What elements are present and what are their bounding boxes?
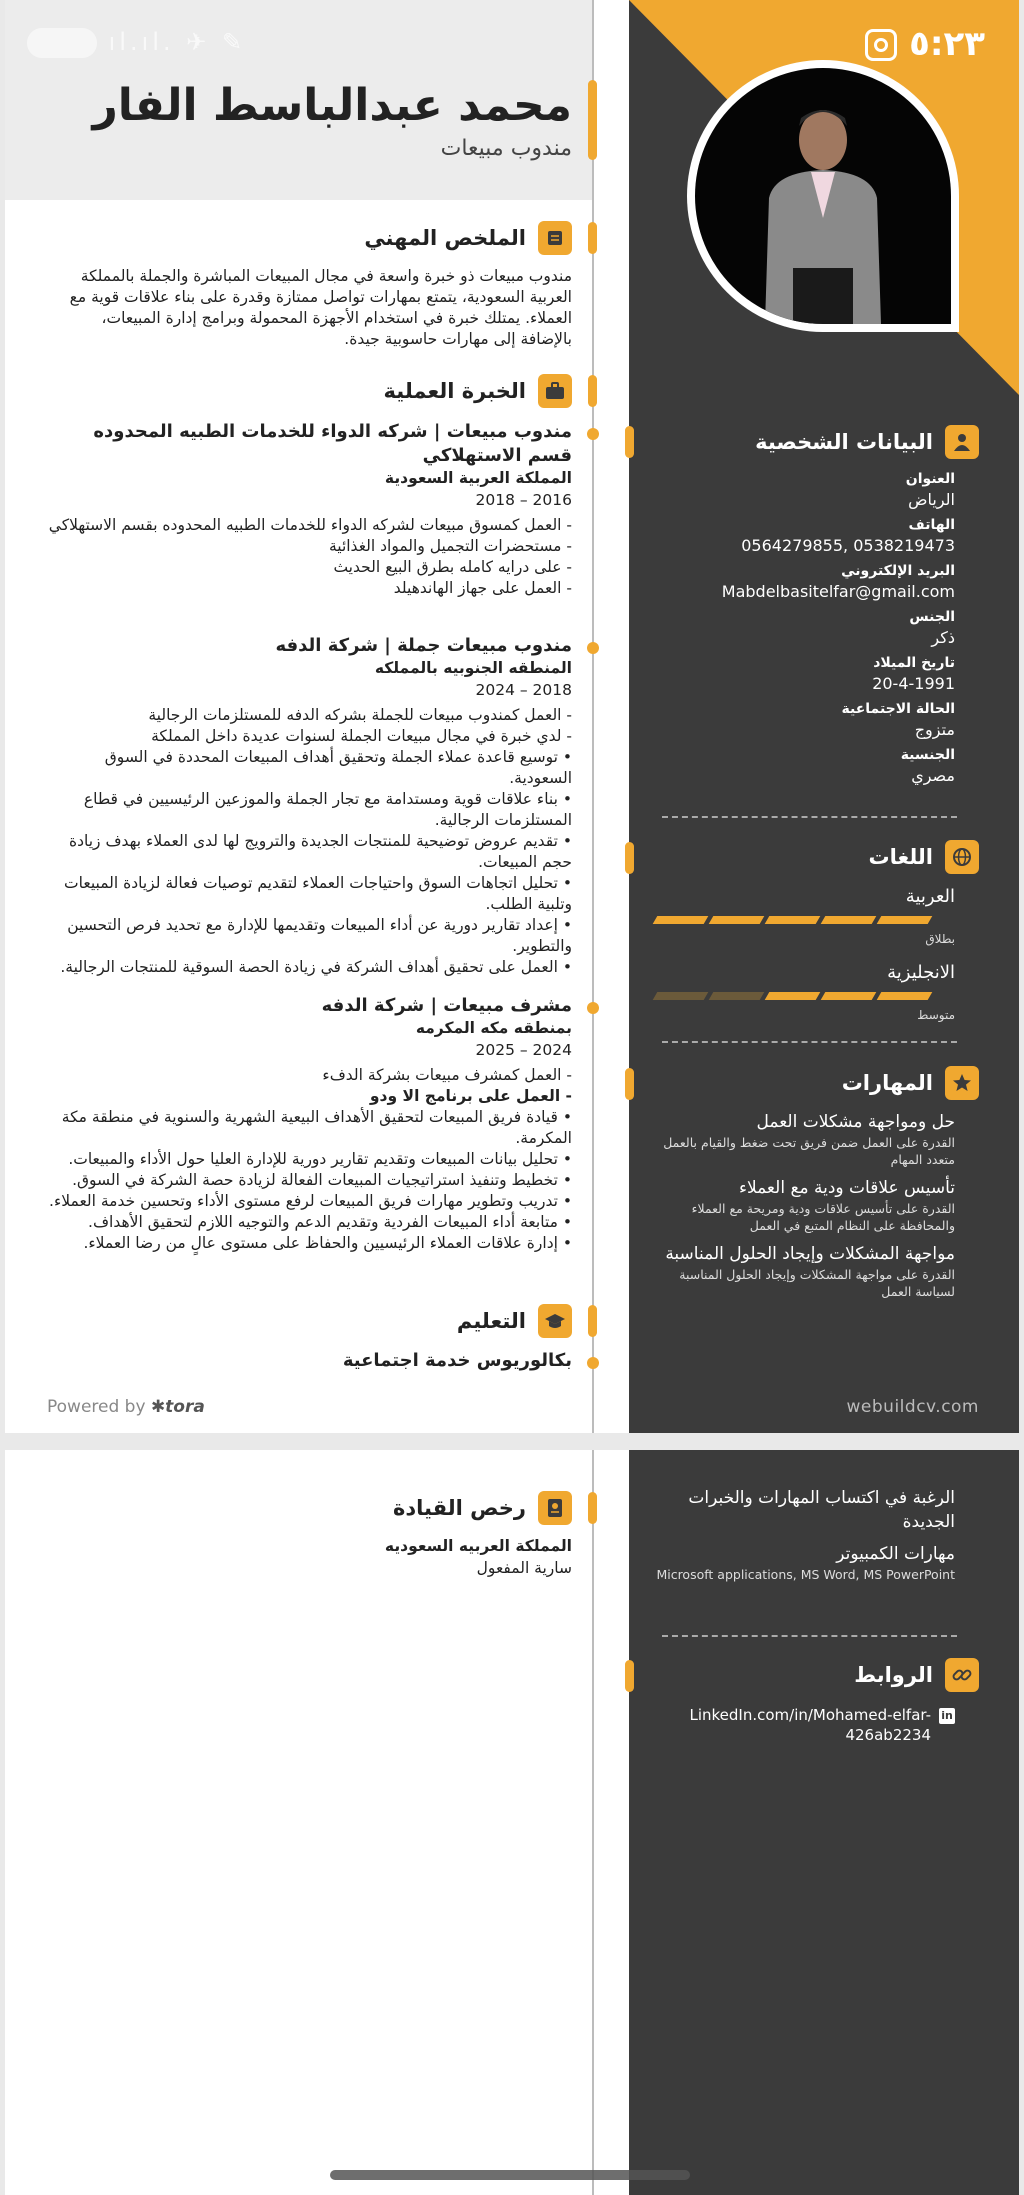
level-segment — [877, 916, 933, 924]
section-accent — [625, 426, 634, 458]
job-location: بمنطقه مكه المكرمه — [415, 1019, 572, 1037]
timeline-dot — [587, 428, 599, 440]
nationality-label: الجنسية — [900, 747, 955, 763]
skill-name: مهارات الكمبيوتر — [836, 1544, 955, 1564]
language-level-label: بطلاق — [925, 932, 955, 946]
skill-description: القدرة على العمل ضمن فريق تحت ضغط والقيام بالعمل متعدد المهام — [663, 1135, 955, 1167]
job-location: المنطقه الجنوبيه بالمملكه — [374, 659, 572, 677]
skill-name: تأسيس علاقات ودية مع العملاء — [738, 1178, 955, 1198]
job-bullet: • تقديم عروض توضيحية للمنتجات الجديدة والترويج لها لدى العملاء بهدف زيادة حجم المبيعات. — [68, 832, 572, 871]
signal-icons: ıl.ıl. ✈ ✎ — [108, 28, 247, 56]
address-value: الرياض — [908, 490, 955, 509]
timeline-dot — [587, 1002, 599, 1014]
birthdate-value: 20-4-1991 — [872, 674, 955, 693]
license-section-title — [393, 1491, 572, 1525]
tora-logo: ✱tora — [150, 1397, 205, 1417]
section-accent — [625, 1660, 634, 1692]
skill-description: القدرة على تأسيس علاقات ودية ومريحة مع العملاء والمحافظة على النظام المتبع في العمل — [691, 1201, 955, 1233]
section-accent — [625, 1068, 634, 1100]
gender-value: ذكر — [931, 628, 955, 647]
resume-page-1 — [5, 0, 1019, 1433]
license-title: رخص القيادة — [392, 1496, 526, 1520]
phone-value: 0538219473 ,0564279855 — [741, 536, 955, 555]
id-card-icon — [538, 1491, 572, 1525]
briefcase-icon — [538, 374, 572, 408]
links-title: الروابط — [854, 1663, 933, 1687]
level-segment — [653, 992, 709, 1000]
candidate-name: محمد عبدالباسط الفار — [92, 80, 572, 131]
job-bullet: • بناء علاقات قوية ومستدامة مع تجار الجملة والموزعين الرئيسيين في قطاع المستلزمات الرجالية. — [83, 790, 572, 829]
job-bullet: - العمل على برنامج الا ودو — [369, 1087, 572, 1105]
summary-title: الملخص المهني — [364, 226, 526, 250]
job-bullet: • العمل على تحقيق أهداف الشركة في زيادة الحصة السوقية للمنتجات الرجالية. — [60, 958, 572, 976]
skill-description: القدرة على مواجهة المشكلات وإيجاد الحلول المناسبة لسياسة العمل — [679, 1267, 955, 1299]
powered-by-label: Powered by — [47, 1397, 146, 1417]
job-bullet: • إعداد تقارير دورية عن أداء المبيعات وتقديمها للإدارة مع تحديد فرص التحسين والتطوير. — [67, 916, 572, 955]
timeline-dot — [587, 1357, 599, 1369]
job-bullet: - مستحضرات التجميل والمواد الغذائية — [328, 537, 572, 555]
profile-photo — [687, 60, 959, 332]
skills-section-title — [842, 1066, 979, 1100]
job-bullet: - العمل على جهاز الهاندهيلد — [393, 579, 572, 597]
job-bullet: - على درايه كامله بطرق البيع الحديث — [333, 558, 572, 576]
candidate-job-title: مندوب مبيعات — [440, 136, 572, 161]
summary-section-title — [364, 221, 572, 255]
status-bar — [5, 0, 1019, 80]
job-bullet: • تحليل اتجاهات السوق واحتياجات العملاء لتقديم توصيات فعالة لزيادة المبيعات وتلبية الطلب. — [64, 874, 572, 913]
phone-label: الهاتف — [908, 517, 955, 533]
license-type: سارية المفعول — [476, 1559, 572, 1577]
linkedin-link[interactable] — [655, 1705, 955, 1745]
person-silhouette — [695, 68, 951, 324]
document-icon — [538, 221, 572, 255]
status-indicators — [27, 28, 246, 58]
experience-title: الخبرة العملية — [383, 379, 526, 403]
status-time: ٥:٢٣ — [909, 24, 985, 64]
footer-site[interactable]: webuildcv.com — [846, 1397, 979, 1417]
job-heading: مشرف مبيعات | شركة الدفه — [321, 995, 572, 1016]
level-segment — [709, 992, 765, 1000]
header-accent — [588, 80, 597, 160]
job-entry — [47, 994, 572, 1254]
section-accent — [588, 222, 597, 254]
personal-title: البيانات الشخصية — [755, 430, 933, 454]
languages-section-title — [869, 840, 980, 874]
job-bullet: - لدي خبرة في مجال مبيعات الجملة لسنوات عديدة داخل المملكة — [151, 727, 572, 745]
level-segment — [765, 992, 821, 1000]
skills-title: المهارات — [841, 1071, 933, 1095]
section-accent — [625, 842, 634, 874]
level-segment — [821, 916, 877, 924]
job-heading: مندوب مبيعات | شركه الدواء للخدمات الطبيه المحدوده قسم الاستهلاكي — [93, 421, 572, 466]
license-country: المملكة العربيه السعوديه — [384, 1537, 572, 1555]
linkedin-icon: in — [939, 1708, 955, 1724]
languages-title: اللغات — [868, 845, 933, 869]
skill-name: مواجهة المشكلات وإيجاد الحلول المناسبة — [665, 1244, 955, 1264]
divider-dashed — [662, 1041, 957, 1043]
home-indicator[interactable] — [330, 2170, 690, 2180]
timeline-dot — [587, 642, 599, 654]
summary-text: مندوب مبيعات ذو خبرة واسعة في مجال المبيعات المباشرة والجملة بالمملكة العربية السعودية، يتمتع بمهارات تواصل ممتازة وقدرة على بناء علاقات قوية مع العملاء. يمتلك خبرة في استخدام الأجهزة المحمولة وبرامج إدارة المبيعات، بالإضافة إلى مهارات حاسوبية جيدة. — [69, 267, 572, 348]
person-icon — [945, 425, 979, 459]
job-bullet: • توسيع قاعدة عملاء الجملة وتحقيق أهداف المبيعات المحددة في السوق السعودية. — [104, 748, 572, 787]
skill-name: حل ومواجهة مشكلات العمل — [756, 1112, 955, 1132]
language-name: العربية — [905, 886, 955, 907]
status-pill-icon — [27, 28, 97, 58]
job-bullet: • تدريب وتطوير مهارات فريق المبيعات لرفع مستوى الأداء وتحسين خدمة العملاء. — [49, 1192, 572, 1210]
languages-list — [655, 884, 955, 1024]
language-name: الانجليزية — [887, 962, 955, 983]
job-dates: 2016 – 2018 — [475, 491, 572, 509]
personal-section-title — [755, 425, 979, 459]
job-bullets — [47, 515, 572, 599]
job-entry — [47, 420, 572, 599]
marital-value: متزوج — [914, 720, 955, 739]
powered-by[interactable] — [47, 1397, 205, 1417]
level-segment — [821, 992, 877, 1000]
skill-description: Microsoft applications, MS Word, MS PowerPoint — [656, 1567, 955, 1582]
links-section-title — [854, 1658, 979, 1692]
job-location: المملكة العربية السعودية — [384, 469, 572, 487]
section-accent — [588, 1305, 597, 1337]
star-icon — [945, 1066, 979, 1100]
level-segment — [765, 916, 821, 924]
job-bullet: • متابعة أداء المبيعات الفردية وتقديم الدعم والتوجيه اللازم لتحقيق الأهداف. — [88, 1213, 572, 1231]
skill-name: الرغبة في اكتساب المهارات والخبرات الجديدة — [688, 1488, 955, 1532]
job-dates: 2024 – 2025 — [475, 1041, 572, 1059]
job-bullet: • قيادة فريق المبيعات لتحقيق الأهداف البيعية الشهرية والسنوية في منطقة مكة المكرمة. — [61, 1108, 572, 1147]
job-bullets — [47, 705, 572, 978]
address-label: العنوان — [905, 471, 955, 487]
job-bullet: • تحليل بيانات المبيعات وتقديم تقارير دورية للإدارة العليا حول الأداء والمبيعات. — [68, 1150, 572, 1168]
skills-list-continued — [655, 1486, 955, 1591]
language-item — [655, 884, 955, 948]
section-accent — [588, 375, 597, 407]
personal-fields — [655, 470, 955, 792]
nationality-value: مصري — [911, 766, 955, 785]
linkedin-url[interactable]: LinkedIn.com/in/Mohamed-elfar-426ab2234 — [689, 1706, 931, 1744]
email-label: البريد الإلكتروني — [841, 563, 955, 579]
education-degree: بكالوريوس خدمة اجتماعية — [342, 1350, 572, 1371]
marital-label: الحالة الاجتماعية — [841, 701, 955, 717]
language-level-bars — [655, 992, 955, 1000]
job-bullet: - العمل كمشرف مبيعات بشركة الدفء — [322, 1066, 572, 1084]
language-level-bars — [655, 916, 955, 924]
job-bullets — [47, 1065, 572, 1254]
job-bullet: - العمل كمسوق مبيعات لشركه الدواء للخدمات الطبيه المحدوده بقسم الاستهلاكي — [48, 516, 572, 534]
job-heading: مندوب مبيعات جملة | شركة الدفه — [275, 635, 572, 656]
education-title: التعليم — [456, 1309, 526, 1333]
timeline-line — [592, 0, 594, 1433]
resume-page-2 — [5, 1450, 1019, 2195]
language-item — [655, 960, 955, 1024]
graduation-cap-icon — [538, 1304, 572, 1338]
job-entry — [47, 634, 572, 978]
globe-icon — [945, 840, 979, 874]
skills-list — [655, 1110, 955, 1308]
sidebar — [629, 1450, 1019, 2195]
section-accent — [588, 1492, 597, 1524]
experience-section-title — [384, 374, 572, 408]
gender-label: الجنس — [909, 609, 955, 625]
language-level-label: متوسط — [917, 1008, 955, 1022]
link-icon — [945, 1658, 979, 1692]
instagram-icon — [865, 29, 897, 61]
level-segment — [877, 992, 933, 1000]
divider-dashed — [662, 1635, 957, 1637]
job-bullet: - العمل كمندوب مبيعات للجملة بشركه الدفه للمستلزمات الرجالية — [148, 706, 572, 724]
job-dates: 2018 – 2024 — [475, 681, 572, 699]
education-section-title — [457, 1304, 572, 1338]
license-details — [47, 1536, 572, 1579]
birthdate-label: تاريخ الميلاد — [873, 655, 955, 671]
email-value[interactable]: Mabdelbasitelfar@gmail.com — [721, 582, 955, 601]
divider-dashed — [662, 816, 957, 818]
timeline-line — [592, 1450, 594, 2195]
job-bullet: • إدارة علاقات العملاء الرئيسيين والحفاظ على مستوى عالٍ من رضا العملاء. — [83, 1234, 572, 1252]
level-segment — [709, 916, 765, 924]
sidebar — [629, 0, 1019, 1433]
level-segment — [653, 916, 709, 924]
job-bullet: • تخطيط وتنفيذ استراتيجيات المبيعات الفعالة لزيادة حصة الشركة في السوق. — [72, 1171, 572, 1189]
